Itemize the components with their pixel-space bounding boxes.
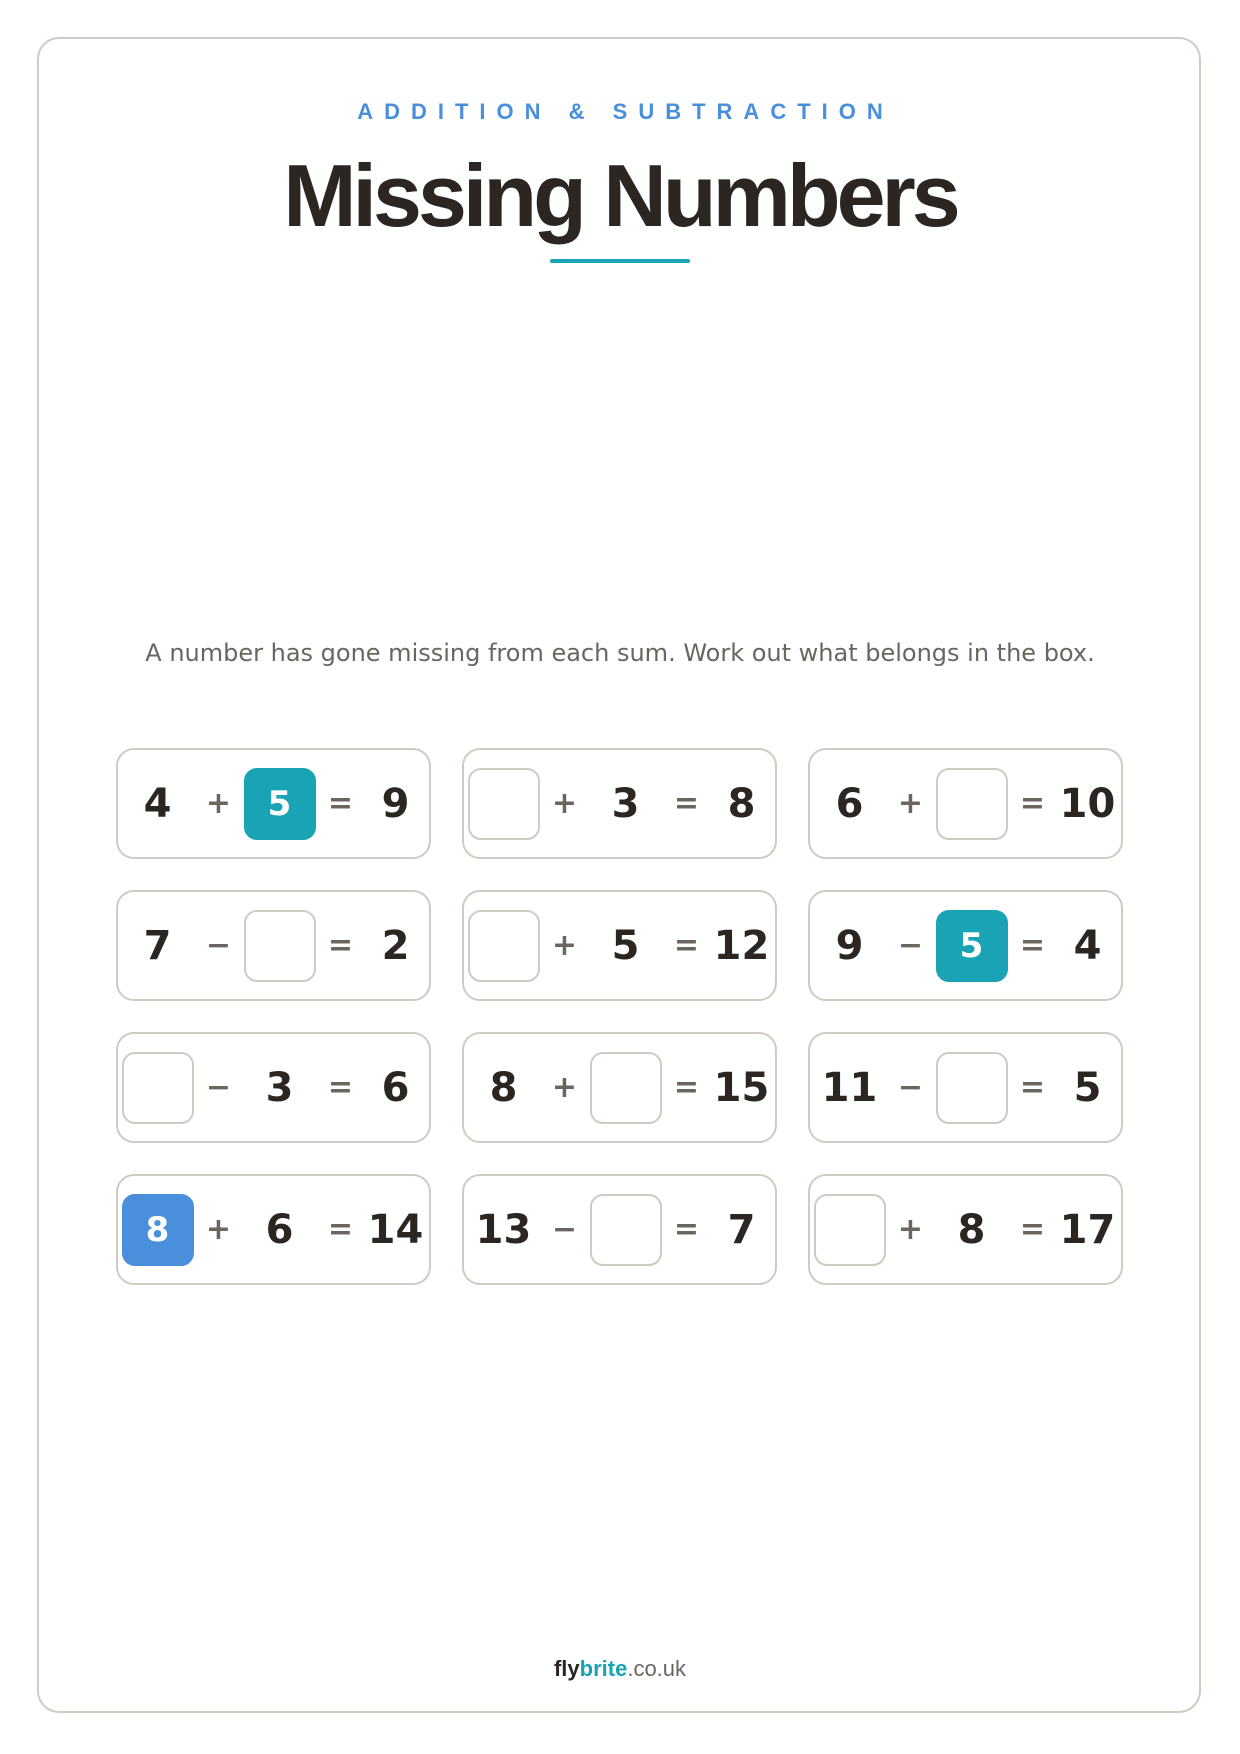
equals-sign: = [1019, 1069, 1046, 1105]
operator: − [551, 1211, 578, 1247]
answer-box[interactable] [936, 1052, 1008, 1124]
equation [122, 1194, 426, 1266]
operator: + [897, 785, 924, 821]
equals-sign: = [1019, 1211, 1046, 1247]
equals-sign: = [673, 1211, 700, 1247]
answer-box-filled[interactable]: 5 [244, 768, 316, 840]
footer-brand [0, 1656, 1240, 1682]
answer-box[interactable] [590, 1194, 662, 1266]
problem-card [116, 890, 431, 1001]
operator: + [205, 1211, 232, 1247]
equation [814, 768, 1118, 840]
result-number: 5 [1073, 1064, 1102, 1111]
operand-number: 6 [265, 1206, 294, 1253]
answer-box[interactable] [936, 768, 1008, 840]
equals-sign: = [1019, 785, 1046, 821]
problem-grid [116, 748, 1123, 1285]
equals-sign: = [327, 1069, 354, 1105]
operand-number: 3 [265, 1064, 294, 1111]
equals-sign: = [327, 927, 354, 963]
result-number: 7 [727, 1206, 756, 1253]
instructions-text: A number has gone missing from each sum. Work out what belongs in the box. [145, 639, 1095, 667]
result-number: 6 [381, 1064, 410, 1111]
answer-box[interactable] [244, 910, 316, 982]
operator: − [897, 1069, 924, 1105]
brand-domain: .co.uk [627, 1656, 687, 1681]
problem-card [808, 1174, 1123, 1285]
operator: + [551, 1069, 578, 1105]
operator: + [551, 785, 578, 821]
operand-number: 11 [821, 1064, 878, 1111]
result-number: 4 [1073, 922, 1102, 969]
brand-brite: brite [579, 1656, 628, 1681]
operand-number: 7 [143, 922, 172, 969]
result-number: 9 [381, 780, 410, 827]
operand-number: 3 [611, 780, 640, 827]
operator: + [551, 927, 578, 963]
title-underline [550, 259, 690, 263]
answer-box[interactable] [814, 1194, 886, 1266]
answer-box-filled[interactable]: 5 [936, 910, 1008, 982]
result-number: 8 [727, 780, 756, 827]
result-number: 12 [713, 922, 770, 969]
equation [468, 1052, 772, 1124]
result-number: 14 [367, 1206, 424, 1253]
operator: − [205, 1069, 232, 1105]
page-title: Missing Numbers [283, 146, 957, 245]
operand-number: 8 [957, 1206, 986, 1253]
equation [814, 1194, 1118, 1266]
equation [814, 910, 1118, 982]
operand-number: 13 [475, 1206, 532, 1253]
subtitle-eyebrow: ADDITION & SUBTRACTION [357, 99, 894, 124]
equals-sign: = [1019, 927, 1046, 963]
operator: − [897, 927, 924, 963]
equals-sign: = [327, 1211, 354, 1247]
equals-sign: = [327, 785, 354, 821]
problem-card [116, 748, 431, 859]
operand-number: 4 [143, 780, 172, 827]
equation [122, 910, 426, 982]
operand-number: 6 [835, 780, 864, 827]
equals-sign: = [673, 927, 700, 963]
result-number: 15 [713, 1064, 770, 1111]
answer-box[interactable] [122, 1052, 194, 1124]
answer-box[interactable] [468, 910, 540, 982]
operator: + [897, 1211, 924, 1247]
problem-card [462, 890, 777, 1001]
operand-number: 8 [489, 1064, 518, 1111]
result-number: 17 [1059, 1206, 1116, 1253]
equation [814, 1052, 1118, 1124]
equation [122, 768, 426, 840]
problem-card [808, 890, 1123, 1001]
answer-box-filled[interactable]: 8 [122, 1194, 194, 1266]
answer-box[interactable] [468, 768, 540, 840]
equation [468, 768, 772, 840]
operator: − [205, 927, 232, 963]
equation [468, 1194, 772, 1266]
problem-card [808, 1032, 1123, 1143]
problem-card [462, 1174, 777, 1285]
equals-sign: = [673, 1069, 700, 1105]
problem-card [116, 1174, 431, 1285]
answer-box[interactable] [590, 1052, 662, 1124]
operator: + [205, 785, 232, 821]
equals-sign: = [673, 785, 700, 821]
equation [468, 910, 772, 982]
operand-number: 5 [611, 922, 640, 969]
problem-card [116, 1032, 431, 1143]
result-number: 10 [1059, 780, 1116, 827]
operand-number: 9 [835, 922, 864, 969]
problem-card [462, 748, 777, 859]
problem-card [462, 1032, 777, 1143]
brand-fly: fly [553, 1656, 580, 1681]
result-number: 2 [381, 922, 410, 969]
problem-card [808, 748, 1123, 859]
equation [122, 1052, 426, 1124]
